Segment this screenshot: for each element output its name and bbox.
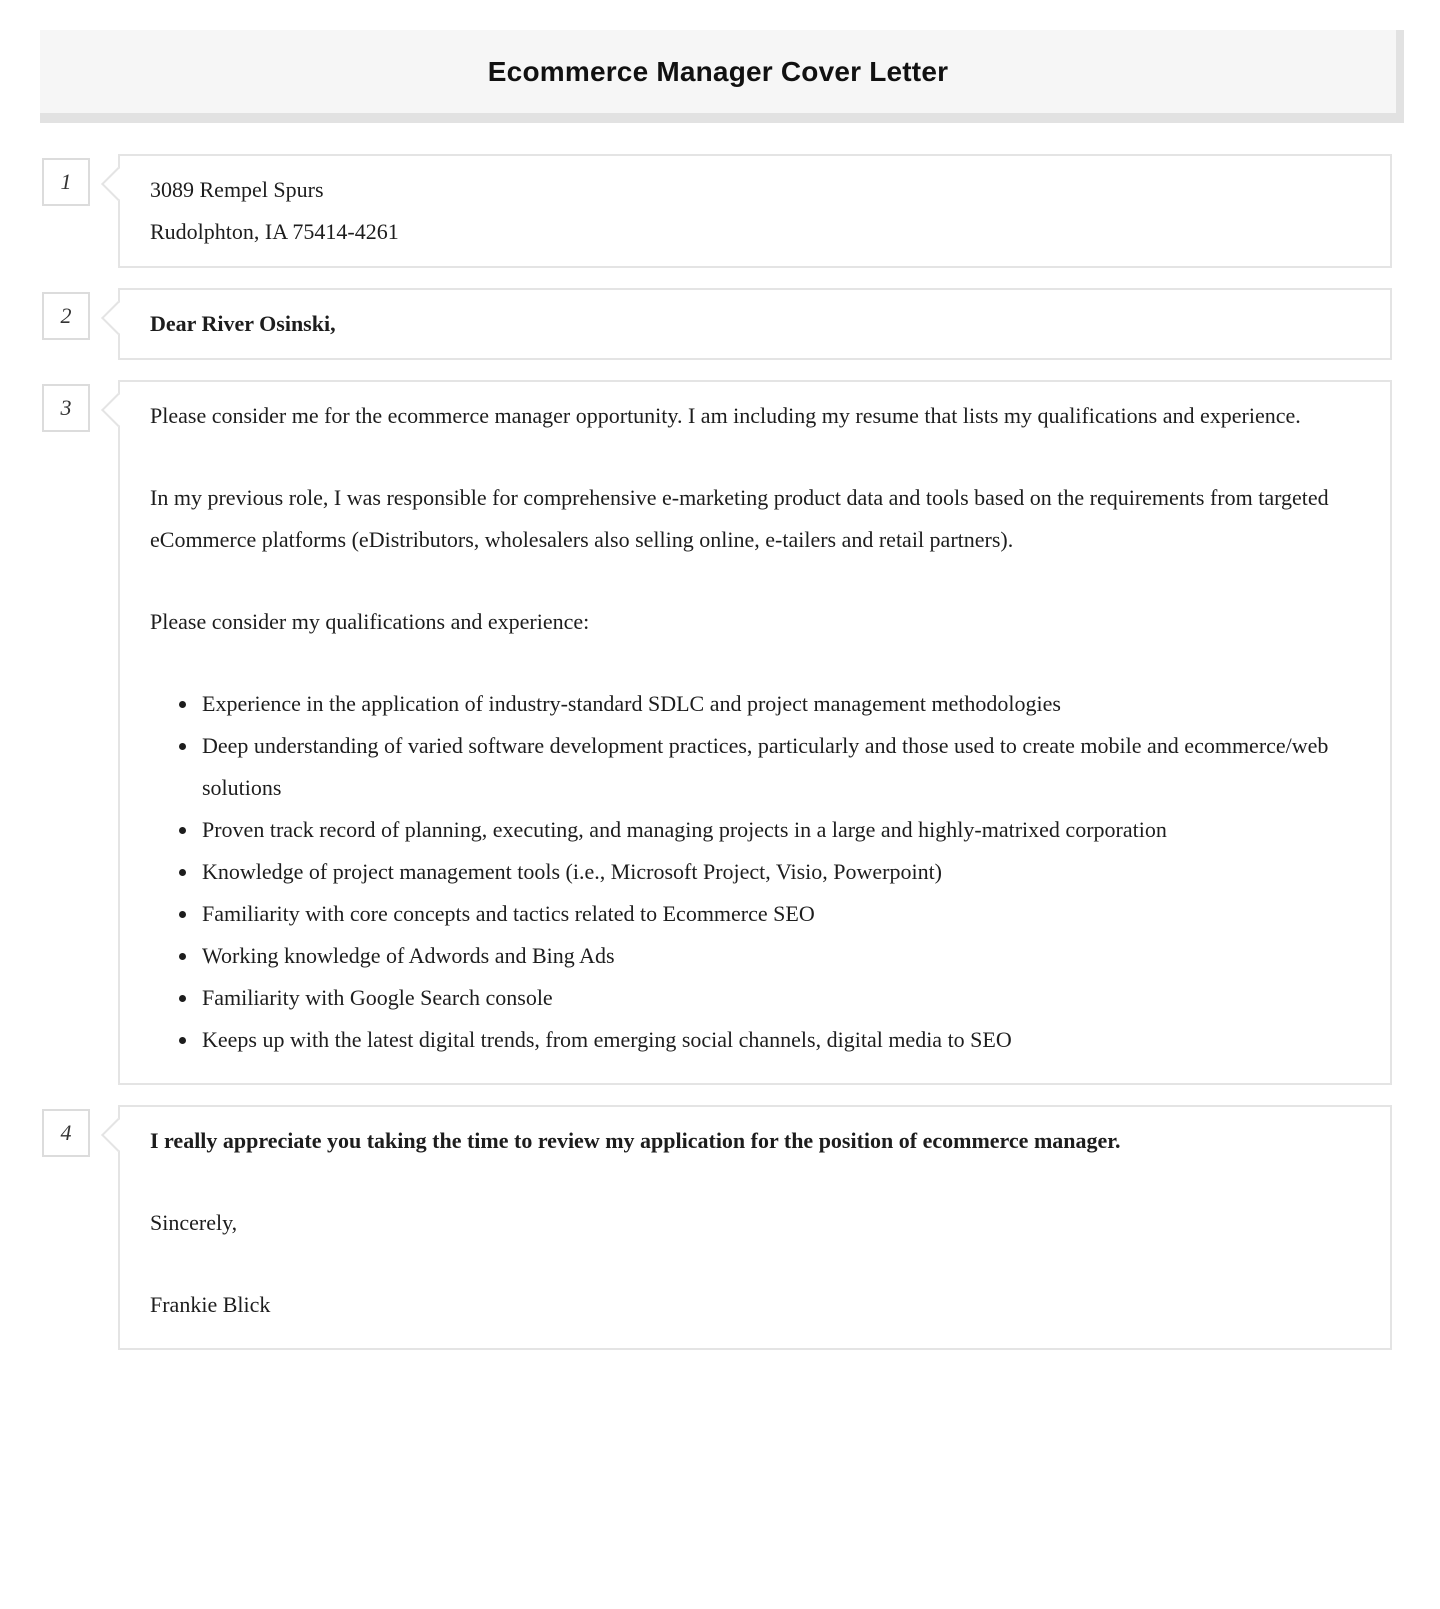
box-notch-icon	[101, 301, 135, 335]
closing-box	[118, 1105, 1392, 1350]
qualifications-list	[150, 683, 1360, 1061]
body-paragraph: In my previous role, I was responsible for comprehensive e-marketing product data and tools based on the requirements from targeted eCommerce platforms (eDistributors, wholesalers also selling online, e-tailers and retail partners).	[150, 485, 1329, 552]
section-1-number-badge	[42, 158, 90, 206]
section-4-number-badge	[42, 1109, 90, 1157]
section-number: 3	[60, 395, 72, 420]
signoff-text: Sincerely,	[150, 1210, 238, 1235]
address-line-1: 3089 Rempel Spurs	[150, 177, 324, 202]
qualification-item: • Keeps up with the latest digital trends, from emerging social channels, digital media to SEO	[199, 1019, 1360, 1061]
body-box	[118, 380, 1392, 1085]
box-notch-icon	[101, 393, 135, 427]
qualification-item: • Experience in the application of industry-standard SDLC and project management methodologies	[199, 683, 1360, 725]
qualification-item: • Deep understanding of varied software development practices, particularly and those used to create mobile and ecommerce/web solutions	[199, 725, 1360, 809]
qualification-item: • Working knowledge of Adwords and Bing Ads	[199, 935, 1360, 977]
closing-statement: I really appreciate you taking the time to review my application for the position of ecommerce manager.	[150, 1128, 1121, 1153]
document-header	[40, 30, 1404, 123]
salutation-box	[118, 288, 1392, 360]
section-salutation	[42, 288, 1392, 360]
qualification-item: • Familiarity with Google Search console	[199, 977, 1360, 1019]
section-number: 1	[60, 169, 72, 194]
page-title: Ecommerce Manager Cover Letter	[487, 55, 949, 87]
address-line-2: Rudolphton, IA 75414-4261	[150, 219, 399, 244]
page	[0, 30, 1440, 1609]
section-3-number-badge	[42, 384, 90, 432]
section-number: 4	[60, 1120, 72, 1145]
salutation-text: Dear River Osinski,	[150, 311, 336, 336]
section-address	[42, 154, 1392, 268]
box-notch-icon	[101, 167, 135, 201]
section-number: 2	[60, 303, 72, 328]
box-notch-icon	[101, 1118, 135, 1152]
qualification-item: • Knowledge of project management tools (i.e., Microsoft Project, Visio, Powerpoint)	[199, 851, 1360, 893]
signature-name: Frankie Blick	[150, 1292, 271, 1317]
section-body	[42, 380, 1392, 1085]
body-paragraph: Please consider my qualifications and experience:	[150, 609, 590, 634]
address-box	[118, 154, 1392, 268]
qualification-item: • Familiarity with core concepts and tactics related to Ecommerce SEO	[199, 893, 1360, 935]
qualification-item: • Proven track record of planning, executing, and managing projects in a large and highly-matrixed corporation	[199, 809, 1360, 851]
section-closing	[42, 1105, 1392, 1350]
section-2-number-badge	[42, 292, 90, 340]
body-paragraph: Please consider me for the ecommerce manager opportunity. I am including my resume that lists my qualifications and experience.	[150, 403, 1301, 428]
